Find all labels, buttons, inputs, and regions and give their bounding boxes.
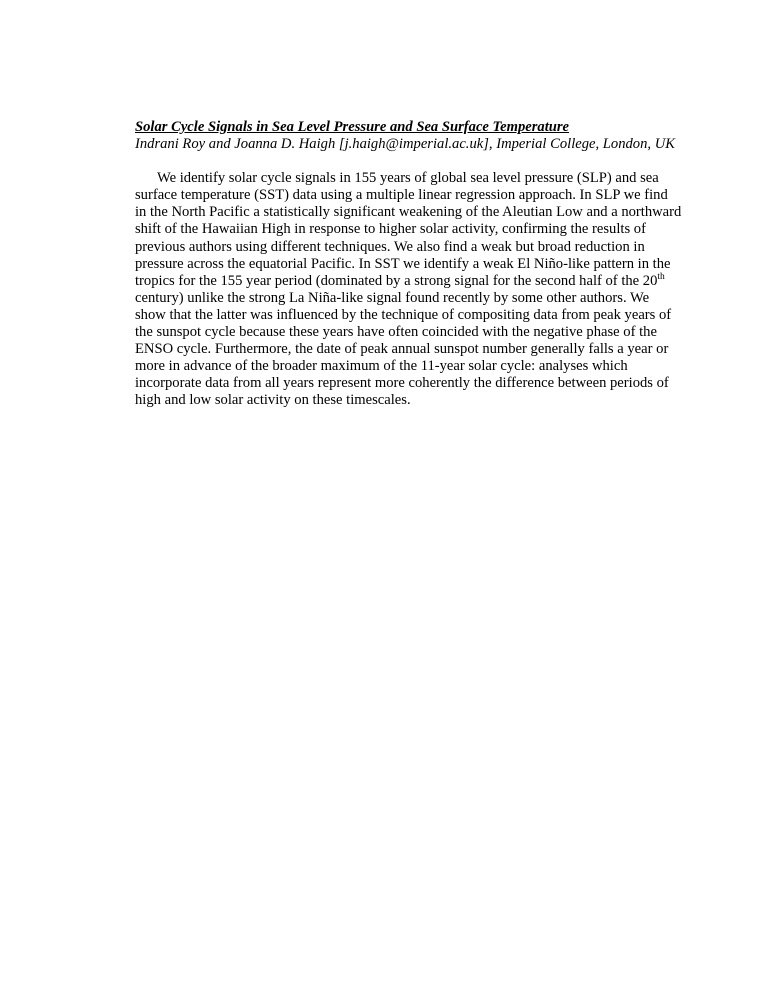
abstract-line-text: tropics for the 155 year period (dominated by a strong signal for the second half of the 20 bbox=[135, 272, 658, 289]
abstract-line: surface temperature (SST) data using a multiple linear regression approach. In SLP we find bbox=[135, 187, 668, 204]
abstract-body bbox=[135, 170, 682, 409]
abstract-line: show that the latter was influenced by the technique of compositing data from peak years of bbox=[135, 306, 672, 323]
abstract-line: more in advance of the broader maximum of the 11-year solar cycle: analyses which bbox=[135, 358, 628, 375]
abstract-line: in the North Pacific a statistically significant weakening of the Aleutian Low and a northward bbox=[135, 204, 682, 221]
abstract-block bbox=[135, 119, 682, 410]
abstract-line: previous authors using different techniques. We also find a weak but broad reduction in bbox=[135, 238, 645, 255]
abstract-line: shift of the Hawaiian High in response to higher solar activity, confirming the results of bbox=[135, 221, 646, 238]
document-title: Solar Cycle Signals in Sea Level Pressure and Sea Surface Temperature bbox=[135, 119, 570, 135]
abstract-line: incorporate data from all years represent more coherently the difference between periods of bbox=[135, 375, 669, 392]
abstract-line: ENSO cycle. Furthermore, the date of peak annual sunspot number generally falls a year or bbox=[135, 341, 669, 358]
abstract-line: pressure across the equatorial Pacific. In SST we identify a weak El Niño-like pattern in the bbox=[135, 255, 671, 272]
abstract-line: the sunspot cycle because these years have often coincided with the negative phase of the bbox=[135, 324, 657, 341]
abstract-line: century) unlike the strong La Niña-like signal found recently by some other authors. We bbox=[135, 289, 650, 306]
superscript-th: th bbox=[657, 271, 665, 282]
author-line: Indrani Roy and Joanna D. Haigh [j.haigh@imperial.ac.uk], Imperial College, London, UK bbox=[135, 136, 675, 153]
abstract-line-with-superscript bbox=[135, 271, 665, 290]
abstract-line: high and low solar activity on these timescales. bbox=[135, 392, 411, 409]
abstract-line: We identify solar cycle signals in 155 years of global sea level pressure (SLP) and sea bbox=[157, 170, 659, 187]
